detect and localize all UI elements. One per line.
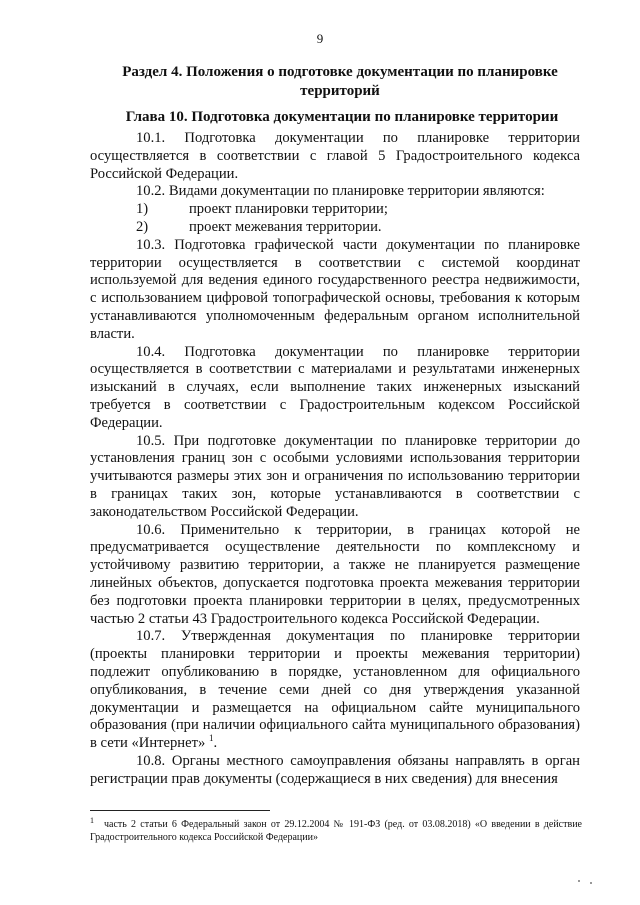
footnote-mark: 1 [90,815,94,825]
list-item-text: проект межевания территории. [189,218,382,235]
page-number: 9 [316,31,324,46]
paragraph-10-7-text: 10.7. Утвержденная документация по планировке территории (проекты планировки территории и проекты межевания территории) подлежит опубликованию в порядке, установленном для официального опубликования, в течение семи дней со дня утверждения указанной документации и размещается на официальном сайте муниципального образования (при наличии официального сайта муниципального образования) в сети «Интернет» [90,628,580,752]
section-title: Раздел 4. Положения о подготовке документации по планировке территорий [122,64,558,99]
footnote [90,815,582,844]
paragraph-10-8: 10.8. Органы местного самоуправления обязаны направлять в орган регистрации прав документы (содержащиеся в них сведения) для внесения [90,752,580,787]
paragraph-10-7: 10.7. Утвержденная документация по планировке территории (проекты планировки территории и проекты межевания территории) подлежит опубликованию в порядке, установленном для официального опубликования, в течение семи дней со дня утверждения указанной документации и размещается на официальном сайте муниципального образования (при наличии официального сайта муниципального образования) в сети «Интернет» $^1$. [90,628,580,752]
list-item [90,201,580,219]
paragraph-10-5: 10.5. При подготовке документации по планировке территории до установления границ зон с особыми условиями использования территории учитываются размеры этих зон и ограничения по использованию территории в границах таких зон, которые устанавливаются в соответствии с законодательством Российской Федерации. [90,432,580,520]
chapter-title: Глава 10. Подготовка документации по планировке территории [125,109,559,125]
paragraph-10-1: 10.1. Подготовка документации по планировке территории осуществляется в соответствии с главой 5 Градостроительного кодекса Российской Федерации. [90,130,580,182]
scan-speck [578,880,580,882]
list-item-text: проект планировки территории; [189,201,388,218]
footnote-text: часть 2 статьи 6 Федеральный закон от 29.12.2004 № 191-ФЗ (ред. от 03.08.2018) «О введении в действие Градостроительного кодекса Российской Федерации» [90,819,582,843]
scan-speck [590,882,592,884]
paragraph-10-2: 10.2. Видами документации по планировке территории являются: [136,183,545,200]
paragraph-10-3: 10.3. Подготовка графической части документации по планировке территории осуществляется в соответствии с системой координат используемой для ведения единого государственного реестра недвижимости, с использованием цифровой топографической основы, требования к которым устанавливаются уполномоченным федеральным органом исполнительной власти. [90,236,580,342]
list-item-number: 2) [136,218,149,235]
footnote-reference[interactable]: 1 [208,733,214,744]
list-item [90,219,580,237]
footnote-separator [90,810,270,811]
paragraph-10-6: 10.6. Применительно к территории, в границах которой не предусматривается осуществление деятельности по комплексному и устойчивому развитию территории, а также не планируется размещение линейных объектов, допускается подготовка проекта межевания территории без подготовки проекта планировки территории в целях, предусмотренных частью 2 статьи 43 Градостроительного кодекса Российской Федерации. [90,521,580,627]
list-item-number: 1) [136,201,149,218]
paragraph-10-4: 10.4. Подготовка документации по планировке территории осуществляется в соответствии с материалами и результатами инженерных изысканий в случаях, если выполнение таких инженерных изысканий требуется в соответствии с Градостроительным кодексом Российской Федерации. [90,343,580,431]
document-body [90,130,580,788]
